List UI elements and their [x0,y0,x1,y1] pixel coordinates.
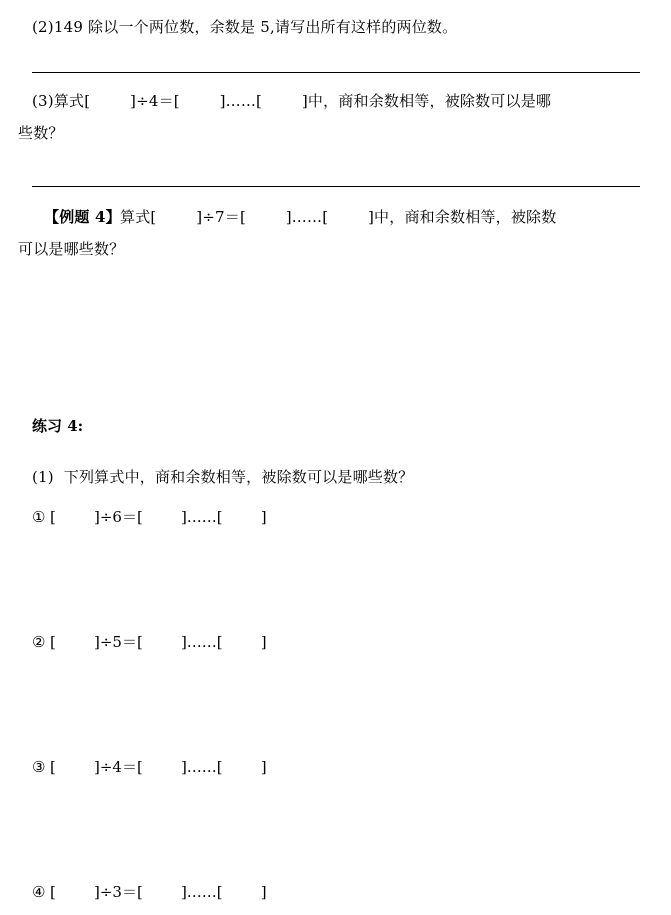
equation-item-2-label: ② [32,633,46,651]
equation-item-4-text: [ ]÷3＝[ ]……[ ] [50,883,267,901]
answer-rule-1 [32,72,640,73]
answer-rule-2 [32,186,640,187]
example-4-body-cont: 可以是哪些数？ [18,240,125,258]
equation-item-2-text: [ ]÷5＝[ ]……[ ] [50,633,267,651]
question-3-text: (3)算式[ ]÷4＝[ ]……[ ]中，商和余数相等，被除数可以是哪 [32,92,552,110]
question-3-text-cont: 些数？ [18,124,64,142]
equation-item-1-text: [ ]÷6＝[ ]……[ ] [50,508,267,526]
practice-4-question-1: (1) 下列算式中，商和余数相等，被除数可以是哪些数？ [32,468,414,486]
practice-4-title: 练习 4: [32,417,84,435]
example-4-body: 算式[ ]÷7＝[ ]……[ ]中，商和余数相等，被除数 [120,208,557,226]
equation-item-1-label: ① [32,508,46,526]
equation-item-3-text: [ ]÷4＝[ ]……[ ] [50,758,267,776]
equation-item-4-label: ④ [32,883,46,901]
question-2-text: (2)149 除以一个两位数，余数是 5,请写出所有这样的两位数。 [32,18,458,36]
example-4-heading: 【例题 4】 [44,208,121,226]
equation-item-3-label: ③ [32,758,46,776]
